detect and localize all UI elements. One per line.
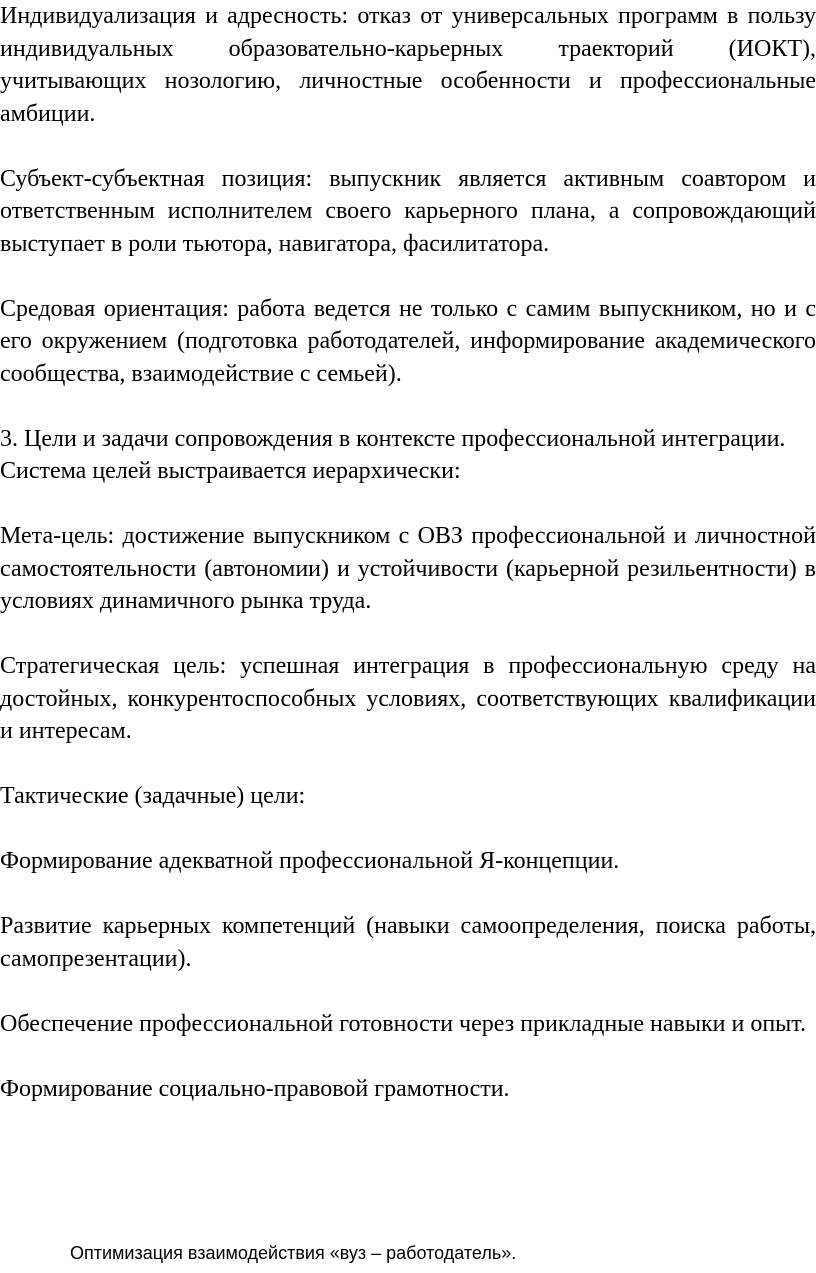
task-legal-literacy: Формирование социально-правовой грамотности. <box>0 1075 510 1102</box>
hierarchy-intro: Система целей выстраивается иерархически: <box>0 458 461 484</box>
paragraph-spacer <box>0 390 816 423</box>
paragraph-spacer <box>0 130 816 163</box>
paragraph-individualization: Индивидуализация и адресность: отказ от универсальных программ в пользу индивидуальных образовательно-карьерных траекторий (ИОКТ), учитывающих нозологию, личностные особенности и профессиональные амбиции. <box>0 3 816 127</box>
paragraph-spacer <box>0 878 816 911</box>
paragraph-spacer <box>0 260 816 293</box>
paragraph-spacer <box>0 1040 816 1073</box>
paragraph-spacer <box>0 975 816 1008</box>
paragraph-spacer <box>0 618 816 651</box>
paragraph-subject-position: Субъект-субъектная позиция: выпускник является активным соавтором и ответственным исполнителем своего карьерного плана, а сопровождающий выступает в роли тьютора, навигатора, фасилитатора. <box>0 165 816 257</box>
paragraph-spacer <box>0 748 816 781</box>
paragraph-strategic-goal: Стратегическая цель: успешная интеграция в профессиональную среду на достойных, конкурентоспособных условиях, соответствующих квалификации и интересам. <box>0 653 816 744</box>
section-heading: 3. Цели и задачи сопровождения в контексте профессиональной интеграции. <box>0 425 786 452</box>
task-career-competencies: Развитие карьерных компетенций (навыки самоопределения, поиска работы, самопрезентации). <box>0 913 816 972</box>
tactical-goals-heading: Тактические (задачные) цели: <box>0 783 306 809</box>
footer-item-university-employer: Оптимизация взаимодействия «вуз – работодатель». <box>70 1243 517 1263</box>
paragraph-spacer <box>0 488 816 521</box>
paragraph-environment-orientation: Средовая ориентация: работа ведется не только с самим выпускником, но и с его окружением (подготовка работодателей, информирование академического сообщества, взаимодействие с семьей). <box>0 295 816 387</box>
paragraph-meta-goal: Мета-цель: достижение выпускником с ОВЗ профессиональной и личностной самостоятельности (автономии) и устойчивости (карьерной резильентности) в условиях динамичного рынка труда. <box>0 523 816 614</box>
task-self-concept: Формирование адекватной профессиональной Я-концепции. <box>0 848 620 874</box>
paragraph-spacer <box>0 813 816 846</box>
task-professional-readiness: Обеспечение профессиональной готовности через прикладные навыки и опыт. <box>0 1010 806 1037</box>
